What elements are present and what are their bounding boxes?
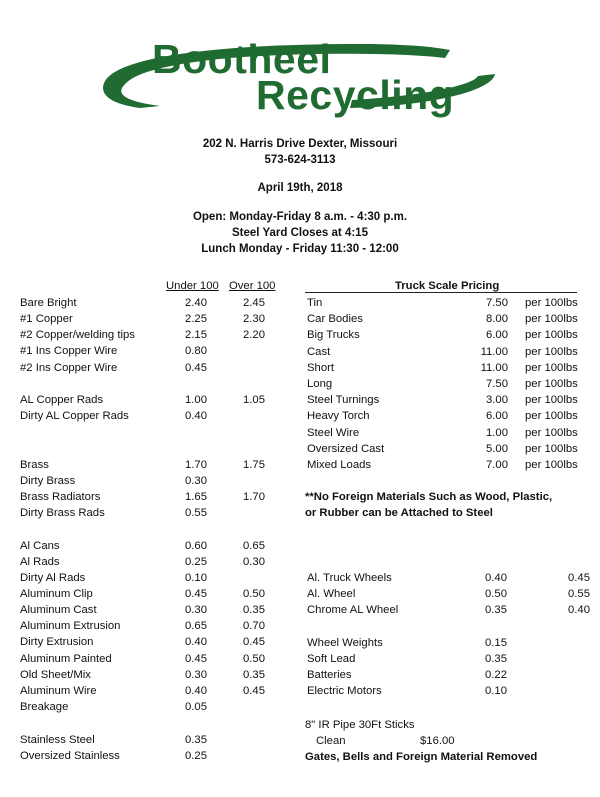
price-over-100: 2.45	[243, 297, 265, 309]
misc-item-price: 0.22	[485, 669, 507, 681]
item-name: Old Sheet/Mix	[20, 669, 91, 681]
col-under-100: Under 100	[166, 280, 219, 292]
price-under-100: 0.40	[185, 636, 207, 648]
truck-item-price: 1.00	[486, 426, 508, 439]
open-hours: Open: Monday-Friday 8 a.m. - 4:30 p.m.	[192, 211, 408, 223]
item-name: #2 Copper/welding tips	[20, 329, 135, 341]
truck-scale-title: Truck Scale Pricing	[395, 280, 500, 292]
truck-item-name: Tin	[307, 297, 323, 309]
truck-item-name: Car Bodies	[307, 313, 363, 326]
item-name: Stainless Steel	[20, 734, 95, 746]
lunch-hours: Lunch Monday - Friday 11:30 - 12:00	[201, 243, 399, 255]
truck-item-price: 8.00	[486, 313, 508, 326]
misc-item-price: 0.10	[485, 685, 507, 697]
price-over-100: 2.20	[243, 329, 265, 341]
misc-item-name: Batteries	[307, 669, 352, 681]
item-name: Brass	[20, 459, 49, 471]
misc-item-name: Wheel Weights	[307, 637, 383, 649]
steel-note-1: **No Foreign Materials Such as Wood, Plastic,	[305, 491, 553, 503]
item-name: Bare Bright	[20, 297, 77, 309]
item-name: #1 Copper	[20, 313, 73, 325]
price-over-100: 0.50	[243, 653, 265, 665]
wheel-price-b: 0.55	[568, 588, 590, 600]
price-under-100: 0.30	[185, 669, 207, 681]
price-under-100: 0.40	[185, 410, 207, 422]
price-under-100: 0.60	[185, 540, 207, 552]
price-under-100: 0.25	[185, 556, 207, 568]
truck-item-price: 5.00	[486, 442, 508, 455]
misc-item-name: Electric Motors	[307, 685, 382, 697]
date: April 19th, 2018	[257, 182, 343, 194]
wheel-price-a: 0.40	[485, 572, 507, 584]
price-under-100: 2.15	[185, 329, 207, 341]
col-over-100: Over 100	[229, 280, 276, 292]
truck-item-name: Steel Turnings	[307, 394, 380, 407]
price-under-100: 0.55	[185, 507, 207, 519]
truck-item-unit: per 100lbs	[525, 426, 578, 439]
price-under-100: 0.65	[185, 620, 207, 632]
truck-item-name: Heavy Torch	[307, 410, 370, 423]
divider	[305, 292, 577, 293]
wheel-price-a: 0.50	[485, 588, 507, 600]
price-under-100: 1.70	[185, 459, 207, 471]
item-name: Al Rads	[20, 556, 60, 568]
item-name: Aluminum Cast	[20, 604, 97, 616]
logo-line2: Recycling	[256, 72, 455, 118]
price-under-100: 2.40	[185, 297, 207, 309]
price-under-100: 1.00	[185, 394, 207, 406]
price-over-100: 0.35	[243, 604, 265, 616]
price-over-100: 0.50	[243, 588, 265, 600]
steel-note-2: or Rubber can be Attached to Steel	[305, 507, 493, 519]
truck-item-unit: per 100lbs	[525, 442, 578, 455]
price-over-100: 0.45	[243, 636, 265, 648]
wheel-item-name: Al. Wheel	[307, 588, 356, 600]
pipe-footer: Gates, Bells and Foreign Material Removed	[305, 751, 538, 763]
truck-item-name: Steel Wire	[307, 426, 360, 439]
price-under-100: 0.45	[185, 653, 207, 665]
item-name: Aluminum Painted	[20, 653, 112, 665]
logo-line1: Bootheel	[152, 36, 332, 82]
price-over-100: 0.70	[243, 620, 265, 632]
truck-item-price: 11.00	[480, 345, 508, 358]
truck-item-price: 11.00	[480, 361, 508, 374]
pipe-title: 8" IR Pipe 30Ft Sticks	[305, 719, 415, 731]
price-over-100: 1.70	[243, 491, 265, 503]
price-under-100: 0.35	[185, 734, 207, 746]
wheel-item-name: Al. Truck Wheels	[307, 572, 392, 584]
price-under-100: 0.45	[185, 588, 207, 600]
item-name: Brass Radiators	[20, 491, 101, 503]
truck-item-unit: per 100lbs	[525, 345, 578, 358]
truck-item-name: Short	[307, 361, 335, 374]
truck-item-price: 7.50	[486, 378, 508, 390]
price-under-100: 0.25	[185, 750, 207, 762]
truck-item-name: Long	[307, 378, 333, 390]
item-name: Aluminum Extrusion	[20, 620, 121, 632]
item-name: Dirty AL Copper Rads	[20, 410, 129, 422]
truck-item-unit: per 100lbs	[525, 313, 578, 326]
truck-item-unit: per 100lbs	[525, 361, 578, 374]
item-name: Aluminum Clip	[20, 588, 93, 600]
truck-item-name: Oversized Cast	[307, 442, 385, 455]
price-over-100: 0.65	[243, 540, 265, 552]
truck-item-price: 3.00	[486, 394, 508, 407]
address: 202 N. Harris Drive Dexter, Missouri	[202, 138, 398, 150]
price-over-100: 1.75	[243, 459, 265, 471]
misc-item-price: 0.15	[485, 637, 507, 649]
price-under-100: 0.30	[185, 604, 207, 616]
price-under-100: 0.30	[185, 475, 207, 487]
truck-item-unit: per 100lbs	[525, 459, 578, 471]
price-under-100: 0.45	[185, 362, 207, 374]
pipe-clean-price: $16.00	[420, 735, 455, 747]
item-name: #2 Ins Copper Wire	[20, 362, 118, 374]
price-under-100: 0.80	[185, 345, 207, 357]
price-over-100: 1.05	[243, 394, 265, 406]
price-under-100: 2.25	[185, 313, 207, 325]
wheel-item-name: Chrome AL Wheel	[307, 604, 399, 616]
misc-item-price: 0.35	[485, 653, 507, 665]
truck-item-name: Big Trucks	[307, 329, 360, 342]
item-name: AL Copper Rads	[20, 394, 104, 406]
truck-item-price: 6.00	[486, 329, 508, 342]
price-over-100: 0.30	[243, 556, 265, 568]
item-name: Dirty Extrusion	[20, 636, 94, 648]
price-under-100: 0.05	[185, 701, 207, 713]
price-over-100: 2.30	[243, 313, 265, 325]
truck-item-price: 6.00	[486, 410, 508, 423]
item-name: Breakage	[20, 701, 69, 713]
truck-item-unit: per 100lbs	[525, 410, 578, 423]
item-name: Dirty Brass	[20, 475, 76, 487]
price-under-100: 0.40	[185, 685, 207, 697]
item-name: Al Cans	[20, 540, 60, 552]
price-over-100: 0.35	[243, 669, 265, 681]
wheel-price-b: 0.45	[568, 572, 590, 584]
truck-item-name: Cast	[307, 345, 331, 358]
truck-item-price: 7.50	[486, 297, 508, 309]
wheel-price-b: 0.40	[568, 604, 590, 616]
truck-item-unit: per 100lbs	[525, 394, 578, 407]
item-name: Dirty Brass Rads	[20, 507, 105, 519]
misc-item-name: Soft Lead	[307, 653, 356, 665]
truck-item-unit: per 100lbs	[525, 329, 578, 342]
truck-item-unit: per 100lbs	[525, 297, 578, 309]
price-under-100: 1.65	[185, 491, 207, 503]
price-under-100: 0.10	[185, 572, 207, 584]
item-name: Oversized Stainless	[20, 750, 120, 762]
pipe-clean-label: Clean	[316, 735, 346, 747]
truck-item-name: Mixed Loads	[307, 459, 372, 471]
truck-item-unit: per 100lbs	[525, 378, 578, 390]
price-over-100: 0.45	[243, 685, 265, 697]
phone: 573-624-3113	[264, 154, 336, 166]
item-name: Dirty Al Rads	[20, 572, 86, 584]
item-name: #1 Ins Copper Wire	[20, 345, 118, 357]
steel-yard-hours: Steel Yard Closes at 4:15	[232, 227, 368, 239]
wheel-price-a: 0.35	[485, 604, 507, 616]
item-name: Aluminum Wire	[20, 685, 97, 697]
truck-item-price: 7.00	[486, 459, 508, 471]
